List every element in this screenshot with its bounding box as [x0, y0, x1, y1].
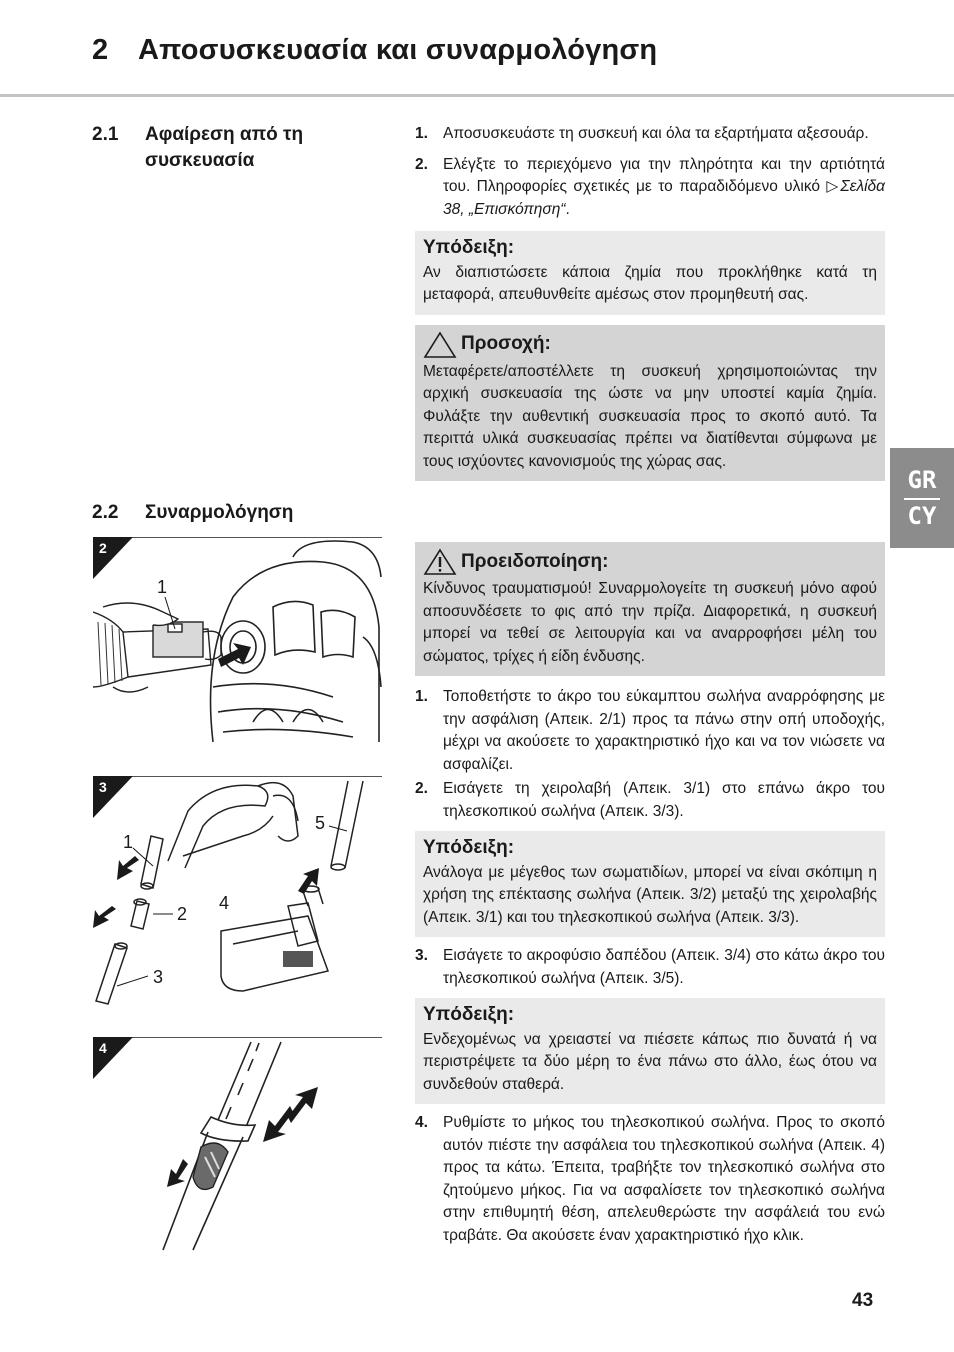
caution-title: Προσοχή:: [461, 333, 551, 355]
callout-label: 2: [177, 904, 188, 924]
warning-box: [415, 542, 885, 676]
note-text: Αν διαπιστώσετε κάποια ζημία που προκλήθηκε κατά τη μεταφορά, απευθυνθείτε αμέσως στον προμηθευτή σας.: [423, 263, 877, 303]
section-number: 2.2: [92, 502, 119, 523]
caution-box: [415, 325, 885, 482]
language-code-gr: GR: [907, 466, 937, 494]
callout-label: 1: [123, 832, 134, 852]
chapter-number: 2: [92, 34, 109, 66]
header-rule: [0, 94, 954, 97]
warning-exclamation-icon: [423, 548, 457, 576]
tab-divider: [904, 498, 940, 500]
telescopic-tube-illustration: [93, 1037, 382, 1252]
section-2-2-content: [415, 542, 885, 1247]
warning-text: Κίνδυνος τραυματισμού! Συναρμολογείτε τη συσκευή μόνο αφού αποσυνδέσετε το φις από την πρίζα. Διαφορετικά, η συσκευή μπορεί να τεθεί σε λειτουργία και να αναρροφήσει μέλη του σώματος, τρίχες ή είδη ένδυσης.: [423, 580, 877, 665]
callout-label: 4: [219, 893, 230, 913]
cross-reference-link[interactable]: ▷Σελίδα 38, „Επισκόπηση“: [443, 178, 885, 218]
assembly-steps: [415, 686, 885, 823]
figure-badge: 4: [99, 1040, 107, 1056]
assembly-steps: [415, 945, 885, 990]
caution-text: Μεταφέρετε/αποστέλλετε τη συσκευή χρησιμοποιώντας την αρχική συσκευασία της ώστε να μην υποστεί καμία ζημία. Φυλάξτε την αυθεντική συσκευασία προς το σκοπό αυτό. Τα περιττά υλικά συσκευασίας πρέπει να διατίθενται σύμφωνα με τους ισχύοντες κανονισμούς της χώρας σας.: [423, 362, 877, 470]
figure-4-telescopic-lock: [93, 1037, 382, 1252]
vacuum-hose-illustration: [93, 537, 382, 747]
note-title: Υπόδειξη:: [423, 1004, 515, 1025]
note-title: Υπόδειξη:: [423, 837, 515, 858]
list-item: 1. Αποσυσκευάστε τη συσκευή και όλα τα εξαρτήματα αξεσουάρ.: [415, 125, 869, 142]
handle-tube-nozzle-illustration: [93, 776, 382, 1016]
figure-3-tube-assembly: [93, 776, 382, 1016]
warning-title: Προειδοποίηση:: [461, 550, 609, 572]
note-box: [415, 831, 885, 937]
section-title: Αφαίρεση από τη συσκευασία: [145, 124, 304, 171]
unpack-steps: [415, 123, 885, 221]
note-box: [415, 231, 885, 315]
list-item: 1. Τοποθετήστε το άκρο του εύκαμπτου σωλήνα αναρρόφησης με την ασφάλιση (Απεικ. 2/1) προς τα πάνω στην οπή υποδοχής, μέχρι να ακούσετε το χαρακτηριστικό ήχο και να τον νιώσετε να ασφαλίζει.: [415, 688, 885, 773]
note-title: Υπόδειξη:: [423, 237, 515, 258]
section-2-1-content: [415, 123, 885, 481]
figure-badge: 3: [99, 779, 107, 795]
chapter-title: [92, 34, 657, 67]
page-number: 43: [852, 1290, 874, 1311]
language-code-cy: CY: [907, 502, 937, 530]
figure-badge: 2: [99, 540, 107, 556]
language-tab: [890, 448, 954, 548]
note-text: Ανάλογα με μέγεθος των σωματιδίων, μπορεί να είναι σκόπιμη η χρήση της επέκτασης σωλήνα (Απεικ. 3/2) μεταξύ της χειρολαβής (Απεικ. 3/1) και του τηλεσκοπικού σωλήνα (Απεικ. 3/3).: [423, 863, 877, 926]
chapter-title-text: Αποσυσκευασία και συναρμολόγηση: [138, 34, 658, 66]
list-item: 2. Εισάγετε τη χειρολαβή (Απεικ. 3/1) στο επάνω άκρο του τηλεσκοπικού σωλήνα (Απεικ. 3/3).: [415, 780, 885, 820]
note-box: [415, 998, 885, 1104]
warning-triangle-icon: [423, 331, 457, 359]
list-item: 4. Ρυθμίστε το μήκος του τηλεσκοπικού σωλήνα. Προς το σκοπό αυτόν πιέστε την ασφάλεια του τηλεσκοπικού σωλήνα (Απεικ. 4) προς τα κάτω. Έπειτα, τραβήξτε τον τηλεσκοπικό σωλήνα στο ζητούμενο μήκος. Για να ασφαλίσετε τον τηλεσκοπικό σωλήνα στην επιθυμητή θέση, απελευθερώστε την ασφάλειά του ενώ τραβάτε. Θα ακούσετε έναν χαρακτηριστικό ήχο κλικ.: [415, 1114, 885, 1244]
list-item: 2. Ελέγξτε το περιεχόμενο για την πληρότητα και την αρτιότητά του. Πληροφορίες σχετικές με το παραδιδόμενο υλικό ▷Σελίδα 38, „Επισκόπηση“.: [415, 155, 885, 218]
callout-label: 3: [153, 967, 164, 987]
list-item: 3. Εισάγετε το ακροφύσιο δαπέδου (Απεικ. 3/4) στο κάτω άκρο του τηλεσκοπικού σωλήνα (Απεικ. 3/5).: [415, 947, 885, 987]
figure-2-hose-connection: [93, 537, 382, 747]
callout-label: 1: [157, 577, 168, 597]
assembly-steps: [415, 1112, 885, 1247]
section-number: 2.1: [92, 124, 119, 145]
note-text: Ενδεχομένως να χρειαστεί να πιέσετε κάπως πιο δυνατά ή να περιστρέψετε τα δύο μέρη το ένα πάνω στο άλλο, έως ότου να συνδεθούν σταθερά.: [423, 1030, 877, 1093]
callout-label: 5: [315, 813, 326, 833]
section-title: Συναρμολόγηση: [145, 502, 294, 523]
